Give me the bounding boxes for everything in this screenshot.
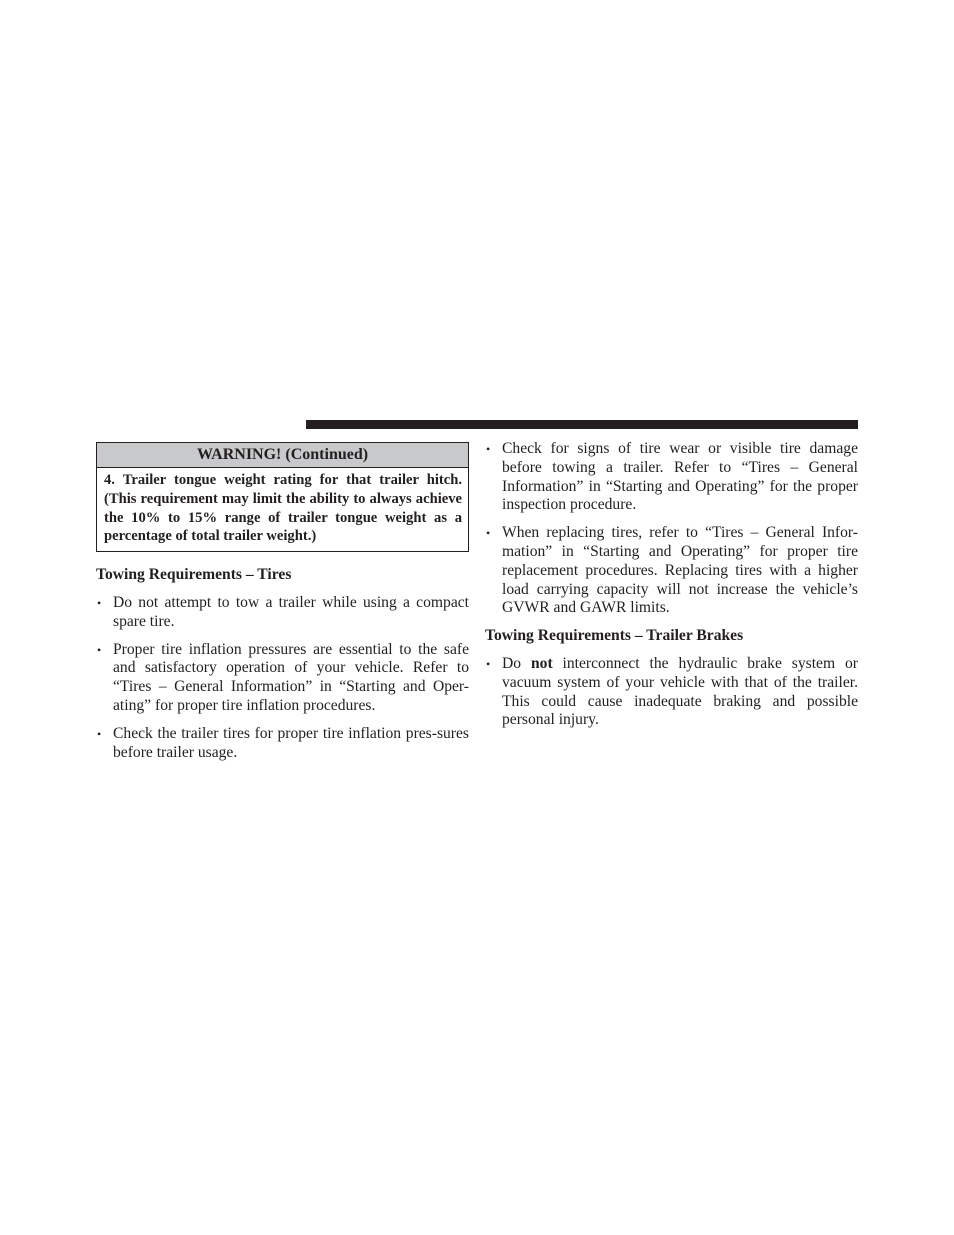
list-item [485, 524, 858, 618]
tires-heading: Towing Requirements – Tires [96, 566, 292, 584]
list-item-text: When replacing tires, refer to “Tires – General Infor-mation” in “Starting and Operating” for proper tire replacement procedures. Replacing tires with a higher load carrying capacity will not increase the vehicle’s GVWR and GAWR limits. [502, 524, 858, 617]
list-item [96, 594, 469, 632]
list-item-text: Proper tire inflation pressures are essential to the safe and satisfactory operation of your vehicle. Refer to “Tires – General Information” in “Starting and Oper-ating” for proper tire inflation procedures. [113, 640, 469, 714]
warning-body: 4. Trailer tongue weight rating for that trailer hitch. (This requirement may limit the ability to always achieve the 10% to 15% range of trailer tongue weight as a percentage of total trailer weight.) [104, 472, 462, 545]
list-item [485, 440, 858, 515]
left-column [96, 440, 469, 771]
list-item [96, 641, 469, 716]
right-column [485, 440, 858, 739]
list-item-text: Check for signs of tire wear or visible tire damage before towing a trailer. Refer to “Tires – General Information” in “Starting and Operating” for the proper inspection procedure. [502, 440, 858, 514]
list-item-text-rest: interconnect the hydraulic brake system or vacuum system of your vehicle with that of the trailer. This could cause inadequate braking and possible personal injury. [502, 654, 858, 729]
warning-box [96, 442, 469, 552]
tires-bullet-list-right [485, 440, 858, 618]
brakes-heading: Towing Requirements – Trailer Brakes [485, 627, 744, 645]
list-item [96, 725, 469, 763]
bullet-icon: • [97, 642, 102, 657]
section-header-rule [306, 420, 858, 429]
tires-bullet-list-left [96, 594, 469, 762]
list-item-text-emphasis: not [530, 654, 553, 672]
bullet-icon: • [97, 726, 102, 741]
brakes-bullet-list [485, 655, 858, 730]
list-item-text: Check the trailer tires for proper tire inflation pres-sures before trailer usage. [113, 724, 469, 761]
warning-header: WARNING! (Continued) [97, 443, 468, 468]
list-item-text: Do not attempt to tow a trailer while using a compact spare tire. [113, 593, 469, 630]
bullet-icon: • [486, 656, 491, 671]
list-item [485, 655, 858, 730]
bullet-icon: • [97, 595, 102, 610]
bullet-icon: • [486, 526, 491, 541]
list-item-text-prefix: Do [502, 654, 522, 672]
bullet-icon: • [486, 442, 491, 456]
